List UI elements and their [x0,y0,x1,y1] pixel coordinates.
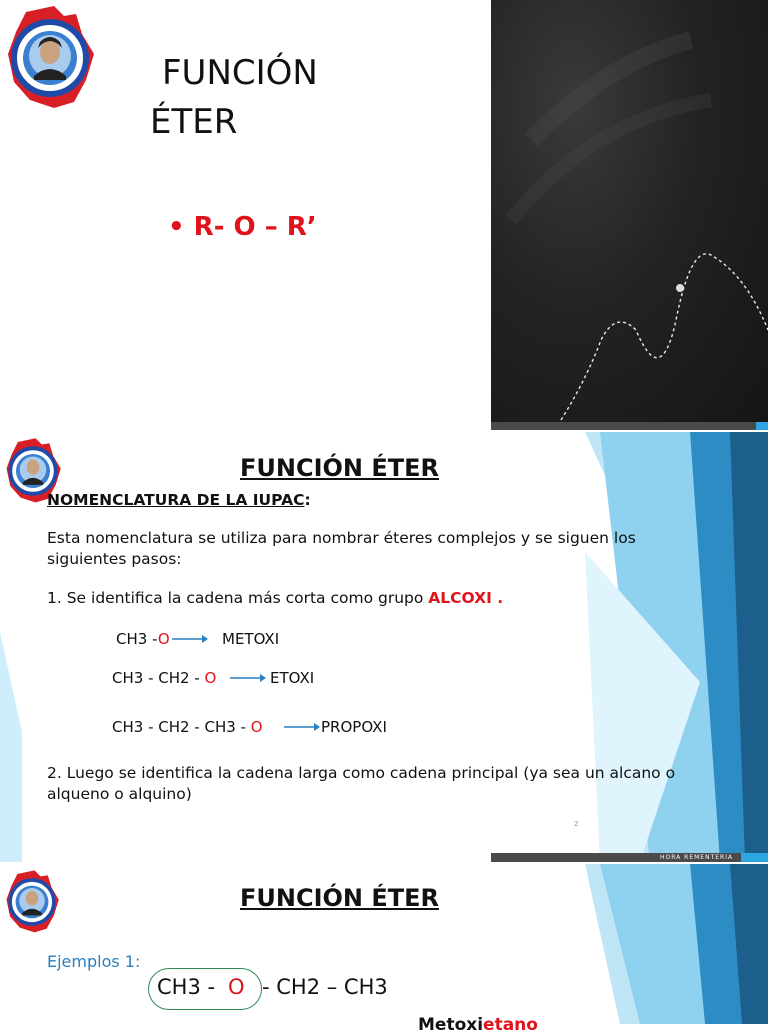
arrow-right-icon [172,633,208,645]
example-name: METOXI [222,630,280,648]
intro-paragraph: Esta nomenclatura se utiliza para nombrar éteres complejos y se siguen los siguientes pasos: [47,529,636,568]
answer-name-red: etano [483,1015,538,1035]
example-oxygen: O [250,718,263,736]
slide-2-footer-accent [741,853,768,862]
example-formula: CH3 - CH2 - [112,669,205,687]
example-name: ETOXI [270,669,315,687]
answer-name [418,1015,538,1035]
arrow-right-icon [230,672,266,684]
formula-oxygen: O [228,975,245,999]
step-1 [47,588,503,609]
slide-1 [0,0,768,430]
school-logo-icon [4,4,96,112]
nomenclature-subheading-text: NOMENCLATURA DE LA IUPAC [47,491,305,509]
example-oxygen: O [157,630,170,648]
step-1-text: 1. Se identifica la cadena más corta como grupo [47,589,429,607]
examples-label: Ejemplos 1: [47,952,141,971]
example-propoxi [112,718,263,736]
slide-1-footer-bar [491,422,756,430]
slide-1-footer-accent [756,422,768,430]
slide-title-line-2: ÉTER [150,102,238,142]
example-formula: CH3 - CH2 - CH3 - [112,718,251,736]
nomenclature-subheading-colon: : [304,491,311,509]
slide-3 [0,864,768,1035]
slide-2-heading: FUNCIÓN ÉTER [240,454,439,482]
footer-label: HORA REMENTERIA [660,854,734,861]
page-number: 2 [574,820,579,828]
example-metoxi [116,630,170,648]
chalk-curve-icon [491,0,768,422]
example-oxygen: O [204,669,217,687]
school-logo-icon [4,868,60,936]
example-etoxi [112,669,216,687]
slide-3-heading: FUNCIÓN ÉTER [240,884,439,912]
step-2: 2. Luego se identifica la cadena larga como cadena principal (ya sea un alcano o alqueno o alquino) [47,764,676,803]
example-name: PROPOXI [321,718,387,736]
slide-2 [0,432,768,862]
general-formula-bullet: • R- O – R’ [168,212,317,242]
slide-title-line-1: FUNCIÓN [162,53,318,93]
answer-name-black: Metoxi [418,1015,484,1035]
nomenclature-subheading [47,490,311,511]
formula-left: CH3 - [157,975,216,999]
example-formula: CH3 - [116,630,158,648]
step-1-highlight: ALCOXI . [428,589,504,607]
arrow-right-icon [284,721,320,733]
chalkboard-image [491,0,768,422]
formula-right: - CH2 – CH3 [262,975,388,999]
